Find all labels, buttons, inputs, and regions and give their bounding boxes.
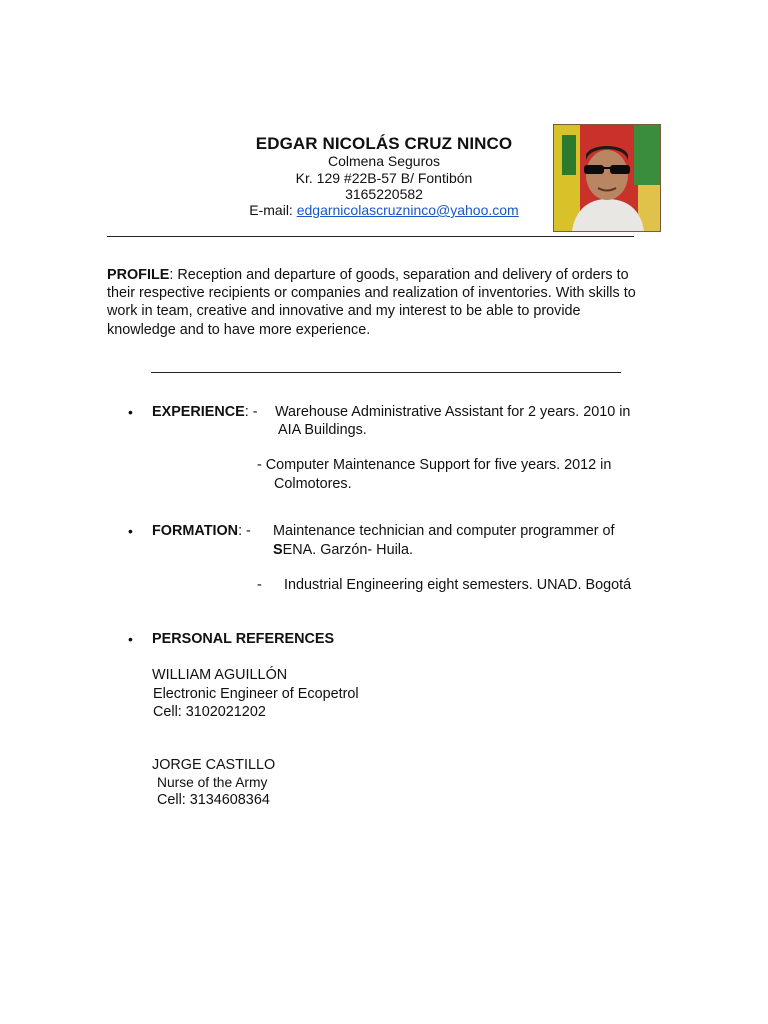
formation-heading: FORMATION xyxy=(152,523,239,539)
email-line xyxy=(200,202,568,218)
company-name: Colmena Seguros xyxy=(327,153,441,169)
experience-item-2-line-1: - Computer Maintenance Support for five years. 2012 in xyxy=(257,457,612,473)
section-divider xyxy=(151,372,621,373)
experience-item-2-line-2: Colmotores. xyxy=(274,476,352,492)
experience-separator: : - xyxy=(244,404,258,420)
reference-2-role: Nurse of the Army xyxy=(157,775,268,790)
formation-item-2-dash: - xyxy=(257,577,262,593)
profile-line-4: knowledge and to have more experience. xyxy=(107,321,371,338)
profile-section xyxy=(107,266,667,339)
candidate-name: EDGAR NICOLÁS CRUZ NINCO xyxy=(255,134,513,153)
formation-item-1-line-1: Maintenance technician and computer programmer of xyxy=(273,523,615,539)
experience-item-1-line-2: AIA Buildings. xyxy=(278,422,367,438)
reference-1-role: Electronic Engineer of Ecopetrol xyxy=(153,686,359,702)
reference-1-name: WILLIAM AGUILLÓN xyxy=(152,667,288,683)
references-heading-text: PERSONAL REFERENCES xyxy=(152,631,335,647)
portrait-image xyxy=(554,125,660,231)
experience-item-1-line-1: Warehouse Administrative Assistant for 2 years. 2010 in xyxy=(275,404,631,420)
reference-1-cell: Cell: 3102021202 xyxy=(153,704,266,720)
experience-bullet: • xyxy=(128,404,133,420)
reference-2-name: JORGE CASTILLO xyxy=(152,757,276,773)
profile-line-2: their respective recipients or companies and realization of inventories. With skills to xyxy=(107,285,636,302)
reference-2-cell: Cell: 3134608364 xyxy=(157,792,270,808)
formation-bullet: • xyxy=(128,523,133,539)
experience-label xyxy=(152,404,258,420)
formation-item-2-text: Industrial Engineering eight semesters. UNAD. Bogotá xyxy=(284,577,632,593)
formation-item-1-line-2 xyxy=(273,542,413,558)
experience-heading: EXPERIENCE xyxy=(152,404,245,420)
phone-number: 3165220582 xyxy=(345,186,423,202)
formation-label xyxy=(152,523,251,539)
references-bullet: • xyxy=(128,631,133,647)
profile-line-1: : Reception and departure of goods, separation and delivery of orders to xyxy=(169,267,629,283)
email-label: E-mail: xyxy=(249,202,297,218)
profile-photo xyxy=(553,124,661,232)
references-heading xyxy=(152,631,334,647)
formation-item-1-bold-letter: S xyxy=(273,542,283,558)
formation-item-1-line-2-rest: ENA. Garzón- Huila. xyxy=(282,542,413,558)
email-link[interactable]: edgarnicolascruzninco@yahoo.com xyxy=(296,202,519,218)
formation-separator: : - xyxy=(238,523,251,539)
profile-line-3: work in team, creative and innovative and my interest to be able to provide xyxy=(107,303,581,320)
profile-heading: PROFILE xyxy=(107,267,170,283)
header-divider xyxy=(107,236,634,237)
address: Kr. 129 #22B-57 B/ Fontibón xyxy=(295,170,473,186)
